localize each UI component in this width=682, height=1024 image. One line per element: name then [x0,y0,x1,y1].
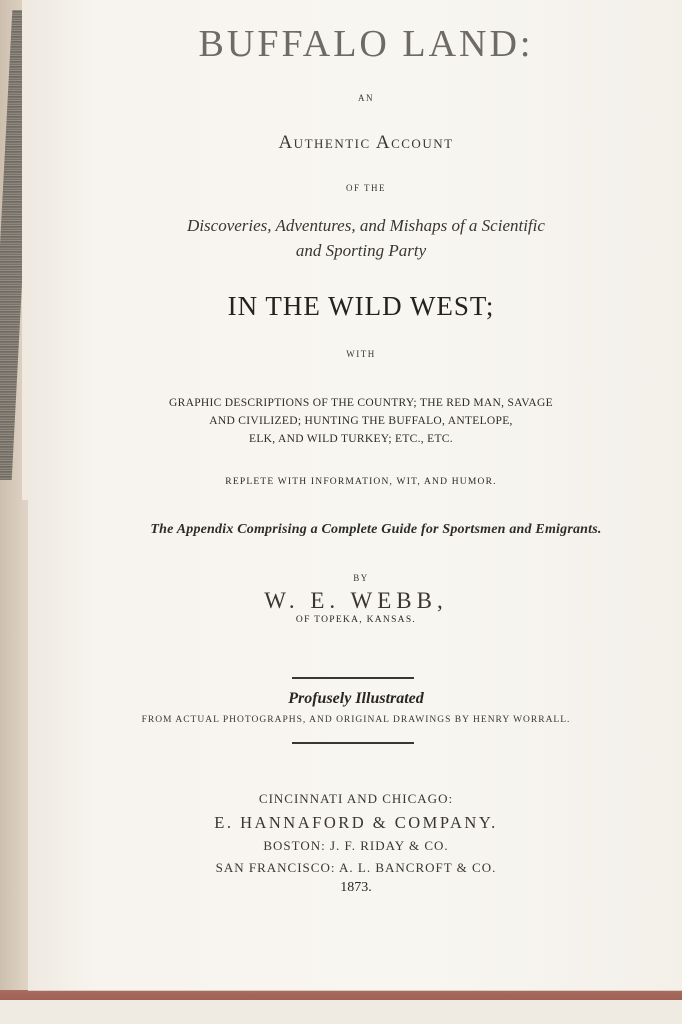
replete-line: REPLETE WITH INFORMATION, WIT, AND HUMOR. [225,477,497,487]
author-name: W. E. WEBB, [264,588,448,613]
headline-wild-west: IN THE WILD WEST; [227,291,495,321]
divider-rule-top [292,677,414,679]
san-francisco-agent: SAN FRANCISCO: A. L. BANCROFT & CO. [215,860,497,875]
publisher-cities: CINCINNATI AND CHICAGO: [258,791,454,806]
illustration-credit: FROM ACTUAL PHOTOGRAPHS, AND ORIGINAL DRAWINGS BY HENRY WORRALL. [141,715,571,725]
publication-year: 1873. [340,880,372,895]
divider-rule-bottom [292,742,414,744]
graphic-line-2: AND CIVILIZED; HUNTING THE BUFFALO, ANTELOPE, [209,415,513,427]
graphic-line-3: ELK, AND WILD TURKEY; ETC., ETC. [249,433,453,445]
of-the-word: OF THE [345,183,387,193]
book-title: BUFFALO LAND: [198,23,534,65]
boston-agent: BOSTON: J. F. RIDAY & CO. [263,838,449,853]
publisher-name: E. HANNAFORD & COMPANY. [214,813,498,832]
with-word: WITH [346,349,376,359]
page-edge-bottom [0,1000,682,1024]
illustrated-line: Profusely Illustrated [288,690,424,707]
by-word: BY [353,573,369,583]
appendix-line: The Appendix Comprising a Complete Guide for Sportsmen and Emigrants. [150,522,602,537]
description-line-2: and Sporting Party [295,241,427,260]
subtitle: Authentic Account [278,132,454,153]
graphic-line-1: GRAPHIC DESCRIPTIONS OF THE COUNTRY; THE RED MAN, SAVAGE [169,397,553,409]
description-line-1: Discoveries, Adventures, and Mishaps of a Scientific [187,216,545,235]
an-word: AN [358,93,374,103]
author-location: OF TOPEKA, KANSAS. [295,615,417,625]
